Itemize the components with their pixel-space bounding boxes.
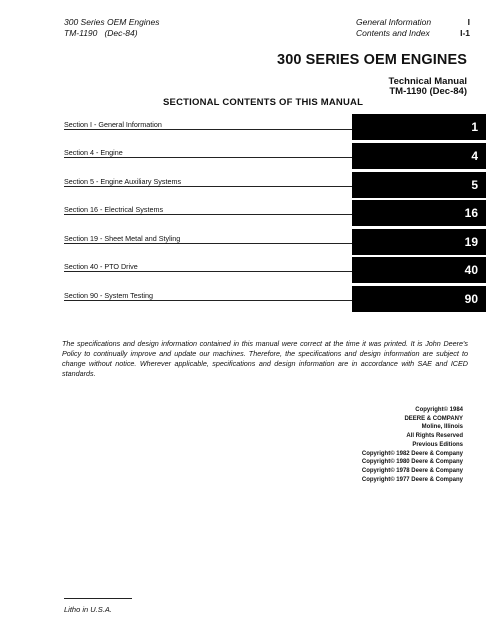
copyright-line: Previous Editions <box>412 441 463 448</box>
section-tab-number: 1 <box>471 120 478 134</box>
leader-line <box>64 186 364 187</box>
section-tab[interactable] <box>352 286 486 312</box>
specifications-note: The specifications and design information contained in this manual were correct at the time it was printed. It is John Deere's Policy to continually improve and update our machines. Therefore, the specifications and design information are subject to change without notice. Wherever applicable, specifications and design information are in accordance with SAE and ICED standards. <box>62 339 468 378</box>
leader-line <box>64 243 364 244</box>
section-tab[interactable] <box>352 143 486 169</box>
header-manual-name: 300 Series OEM Engines <box>64 17 160 27</box>
section-tab[interactable] <box>352 257 486 283</box>
leader-line <box>64 129 364 130</box>
section-label[interactable]: Section 16 - Electrical Systems <box>64 205 166 214</box>
section-tab[interactable] <box>352 114 486 140</box>
copyright-line: Copyright© 1978 Deere & Company <box>361 467 463 474</box>
manual-type: Technical Manual <box>388 76 467 87</box>
section-label[interactable]: Section I - General Information <box>64 120 165 129</box>
section-label[interactable]: Section 90 - System Testing <box>64 291 156 300</box>
section-tab[interactable] <box>352 172 486 198</box>
section-tab-number: 16 <box>464 206 478 220</box>
footer-text: Litho in U.S.A. <box>64 605 112 614</box>
section-tab-number: 40 <box>464 263 478 277</box>
copyright-line: All Rights Reserved <box>406 433 463 440</box>
section-tab[interactable] <box>352 200 486 226</box>
copyright-line: Copyright© 1982 Deere & Company <box>361 450 463 457</box>
section-tab-number: 5 <box>471 178 478 192</box>
section-tab[interactable] <box>352 229 486 255</box>
copyright-line: Copyright© 1984 <box>415 407 463 413</box>
section-label[interactable]: Section 5 - Engine Auxiliary Systems <box>64 177 184 186</box>
section-tab-number: 19 <box>464 235 478 249</box>
copyright-line: Moline, Illinois <box>421 424 463 431</box>
section-tab-number: 4 <box>471 149 478 163</box>
header-page-number: I-1 <box>460 28 470 38</box>
leader-line <box>64 214 364 215</box>
copyright-line: Copyright© 1980 Deere & Company <box>361 459 463 466</box>
section-label[interactable]: Section 4 - Engine <box>64 148 126 157</box>
section-tab-number: 90 <box>464 292 478 306</box>
copyright-line: Copyright© 1977 Deere & Company <box>361 476 463 483</box>
contents-heading: SECTIONAL CONTENTS OF THIS MANUAL <box>163 97 364 108</box>
header-section-number: I <box>467 17 470 27</box>
header-manual-number: TM-1190 (Dec-84) <box>64 28 138 38</box>
page-title: 300 SERIES OEM ENGINES <box>277 52 467 68</box>
header-group-name: Contents and Index <box>356 28 430 38</box>
leader-line <box>64 271 364 272</box>
section-label[interactable]: Section 40 - PTO Drive <box>64 262 141 271</box>
header-section-name: General Information <box>356 17 432 27</box>
leader-line <box>64 300 364 301</box>
leader-line <box>64 157 364 158</box>
copyright-block <box>263 406 463 484</box>
section-label[interactable]: Section 19 - Sheet Metal and Styling <box>64 234 183 243</box>
copyright-line: DEERE & COMPANY <box>404 415 463 422</box>
manual-number: TM-1190 (Dec-84) <box>389 86 467 97</box>
footer-rule <box>64 598 132 599</box>
